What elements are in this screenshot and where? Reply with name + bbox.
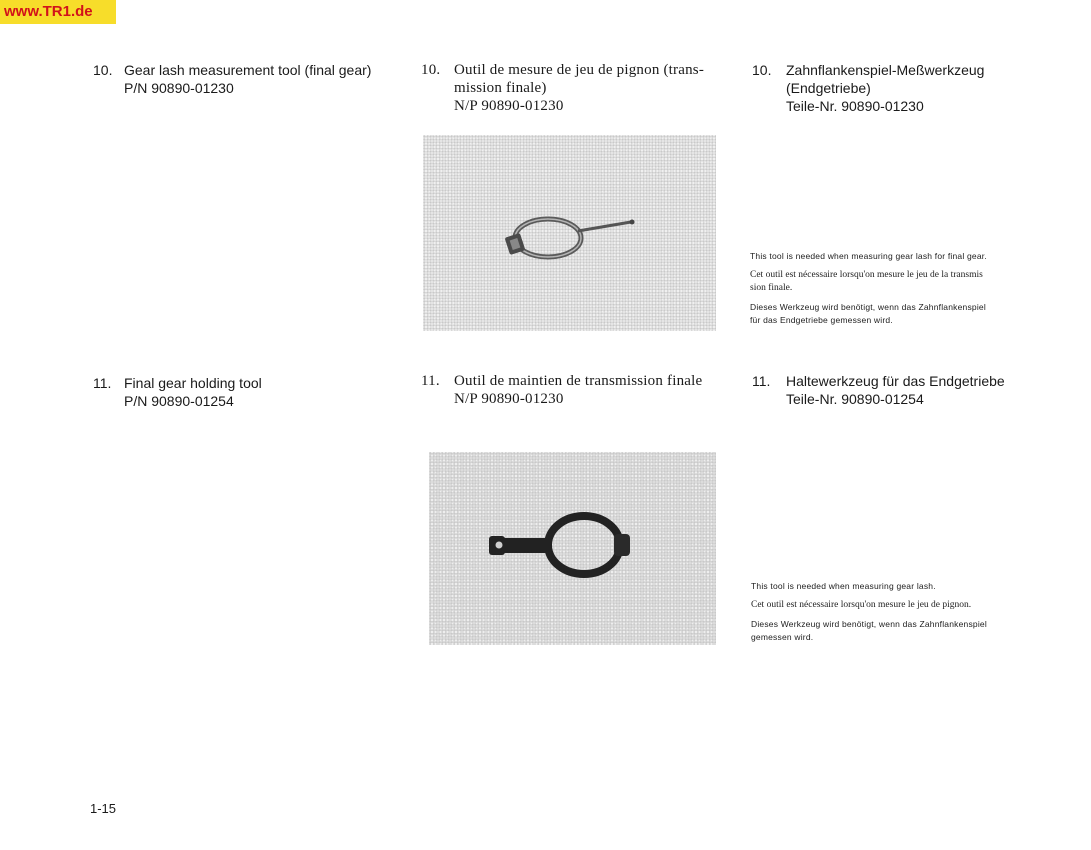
note-fr-line1: Cet outil est nécessaire lorsqu'on mesure le jeu de la transmis bbox=[750, 270, 983, 280]
item-title: Haltewerkzeug für das Endgetriebe bbox=[786, 373, 1005, 389]
note-de bbox=[751, 618, 1051, 644]
part-number: P/N 90890-01254 bbox=[124, 393, 234, 409]
site-watermark: www.TR1.de bbox=[0, 0, 116, 24]
item-title-cont: (Endgetriebe) bbox=[786, 80, 871, 96]
note-de-line1: Dieses Werkzeug wird benötigt, wenn das Zahnflankenspiel bbox=[751, 619, 987, 629]
item-number: 10. bbox=[93, 62, 113, 78]
note-fr bbox=[750, 269, 1050, 295]
note-de-line1: Dieses Werkzeug wird benötigt, wenn das Zahnflankenspiel bbox=[750, 302, 986, 312]
item-number: 11. bbox=[752, 373, 771, 389]
item-title: Final gear holding tool bbox=[124, 375, 262, 391]
item11-de bbox=[752, 372, 1005, 408]
item-number: 10. bbox=[421, 62, 441, 78]
item-number: 11. bbox=[93, 375, 112, 391]
note-fr-line1: Cet outil est nécessaire lorsqu'on mesure le jeu de pignon. bbox=[751, 600, 972, 610]
item10-en bbox=[93, 61, 371, 97]
note-en: This tool is needed when measuring gear lash for final gear. bbox=[750, 251, 987, 261]
gear-lash-measurement-tool-photo bbox=[423, 135, 716, 331]
part-number: Teile-Nr. 90890-01254 bbox=[786, 391, 924, 407]
note-de bbox=[750, 301, 1050, 327]
item10-de bbox=[752, 61, 984, 115]
item-number: 11. bbox=[421, 373, 440, 389]
note-fr-line2: sion finale. bbox=[750, 283, 793, 293]
item-title: Zahnflankenspiel-Meßwerkzeug bbox=[786, 62, 985, 78]
item-title-cont: mission finale) bbox=[454, 80, 547, 96]
item-title: Outil de maintien de transmission finale bbox=[454, 373, 703, 389]
note-fr bbox=[751, 599, 1051, 612]
item11-fr bbox=[421, 372, 702, 408]
holding-tool-icon bbox=[429, 452, 716, 645]
part-number: P/N 90890-01230 bbox=[124, 80, 234, 96]
item11-notes bbox=[751, 580, 1051, 650]
part-number: Teile-Nr. 90890-01230 bbox=[786, 98, 924, 114]
item-number: 10. bbox=[752, 62, 772, 78]
item11-en bbox=[93, 374, 262, 410]
page-number: 1-15 bbox=[90, 801, 117, 816]
final-gear-holding-tool-photo bbox=[429, 452, 716, 645]
note-de-line2: gemessen wird. bbox=[751, 632, 814, 642]
item-title: Gear lash measurement tool (final gear) bbox=[124, 62, 372, 78]
item10-fr bbox=[421, 61, 704, 115]
note-de-line2: für das Endgetriebe gemessen wird. bbox=[750, 315, 893, 325]
item-title: Outil de mesure de jeu de pignon (trans- bbox=[454, 62, 705, 78]
gear-lash-tool-icon bbox=[423, 135, 716, 331]
note-en: This tool is needed when measuring gear lash. bbox=[751, 581, 936, 591]
part-number: N/P 90890-01230 bbox=[454, 391, 564, 407]
item10-notes bbox=[750, 250, 1050, 333]
part-number: N/P 90890-01230 bbox=[454, 98, 564, 114]
